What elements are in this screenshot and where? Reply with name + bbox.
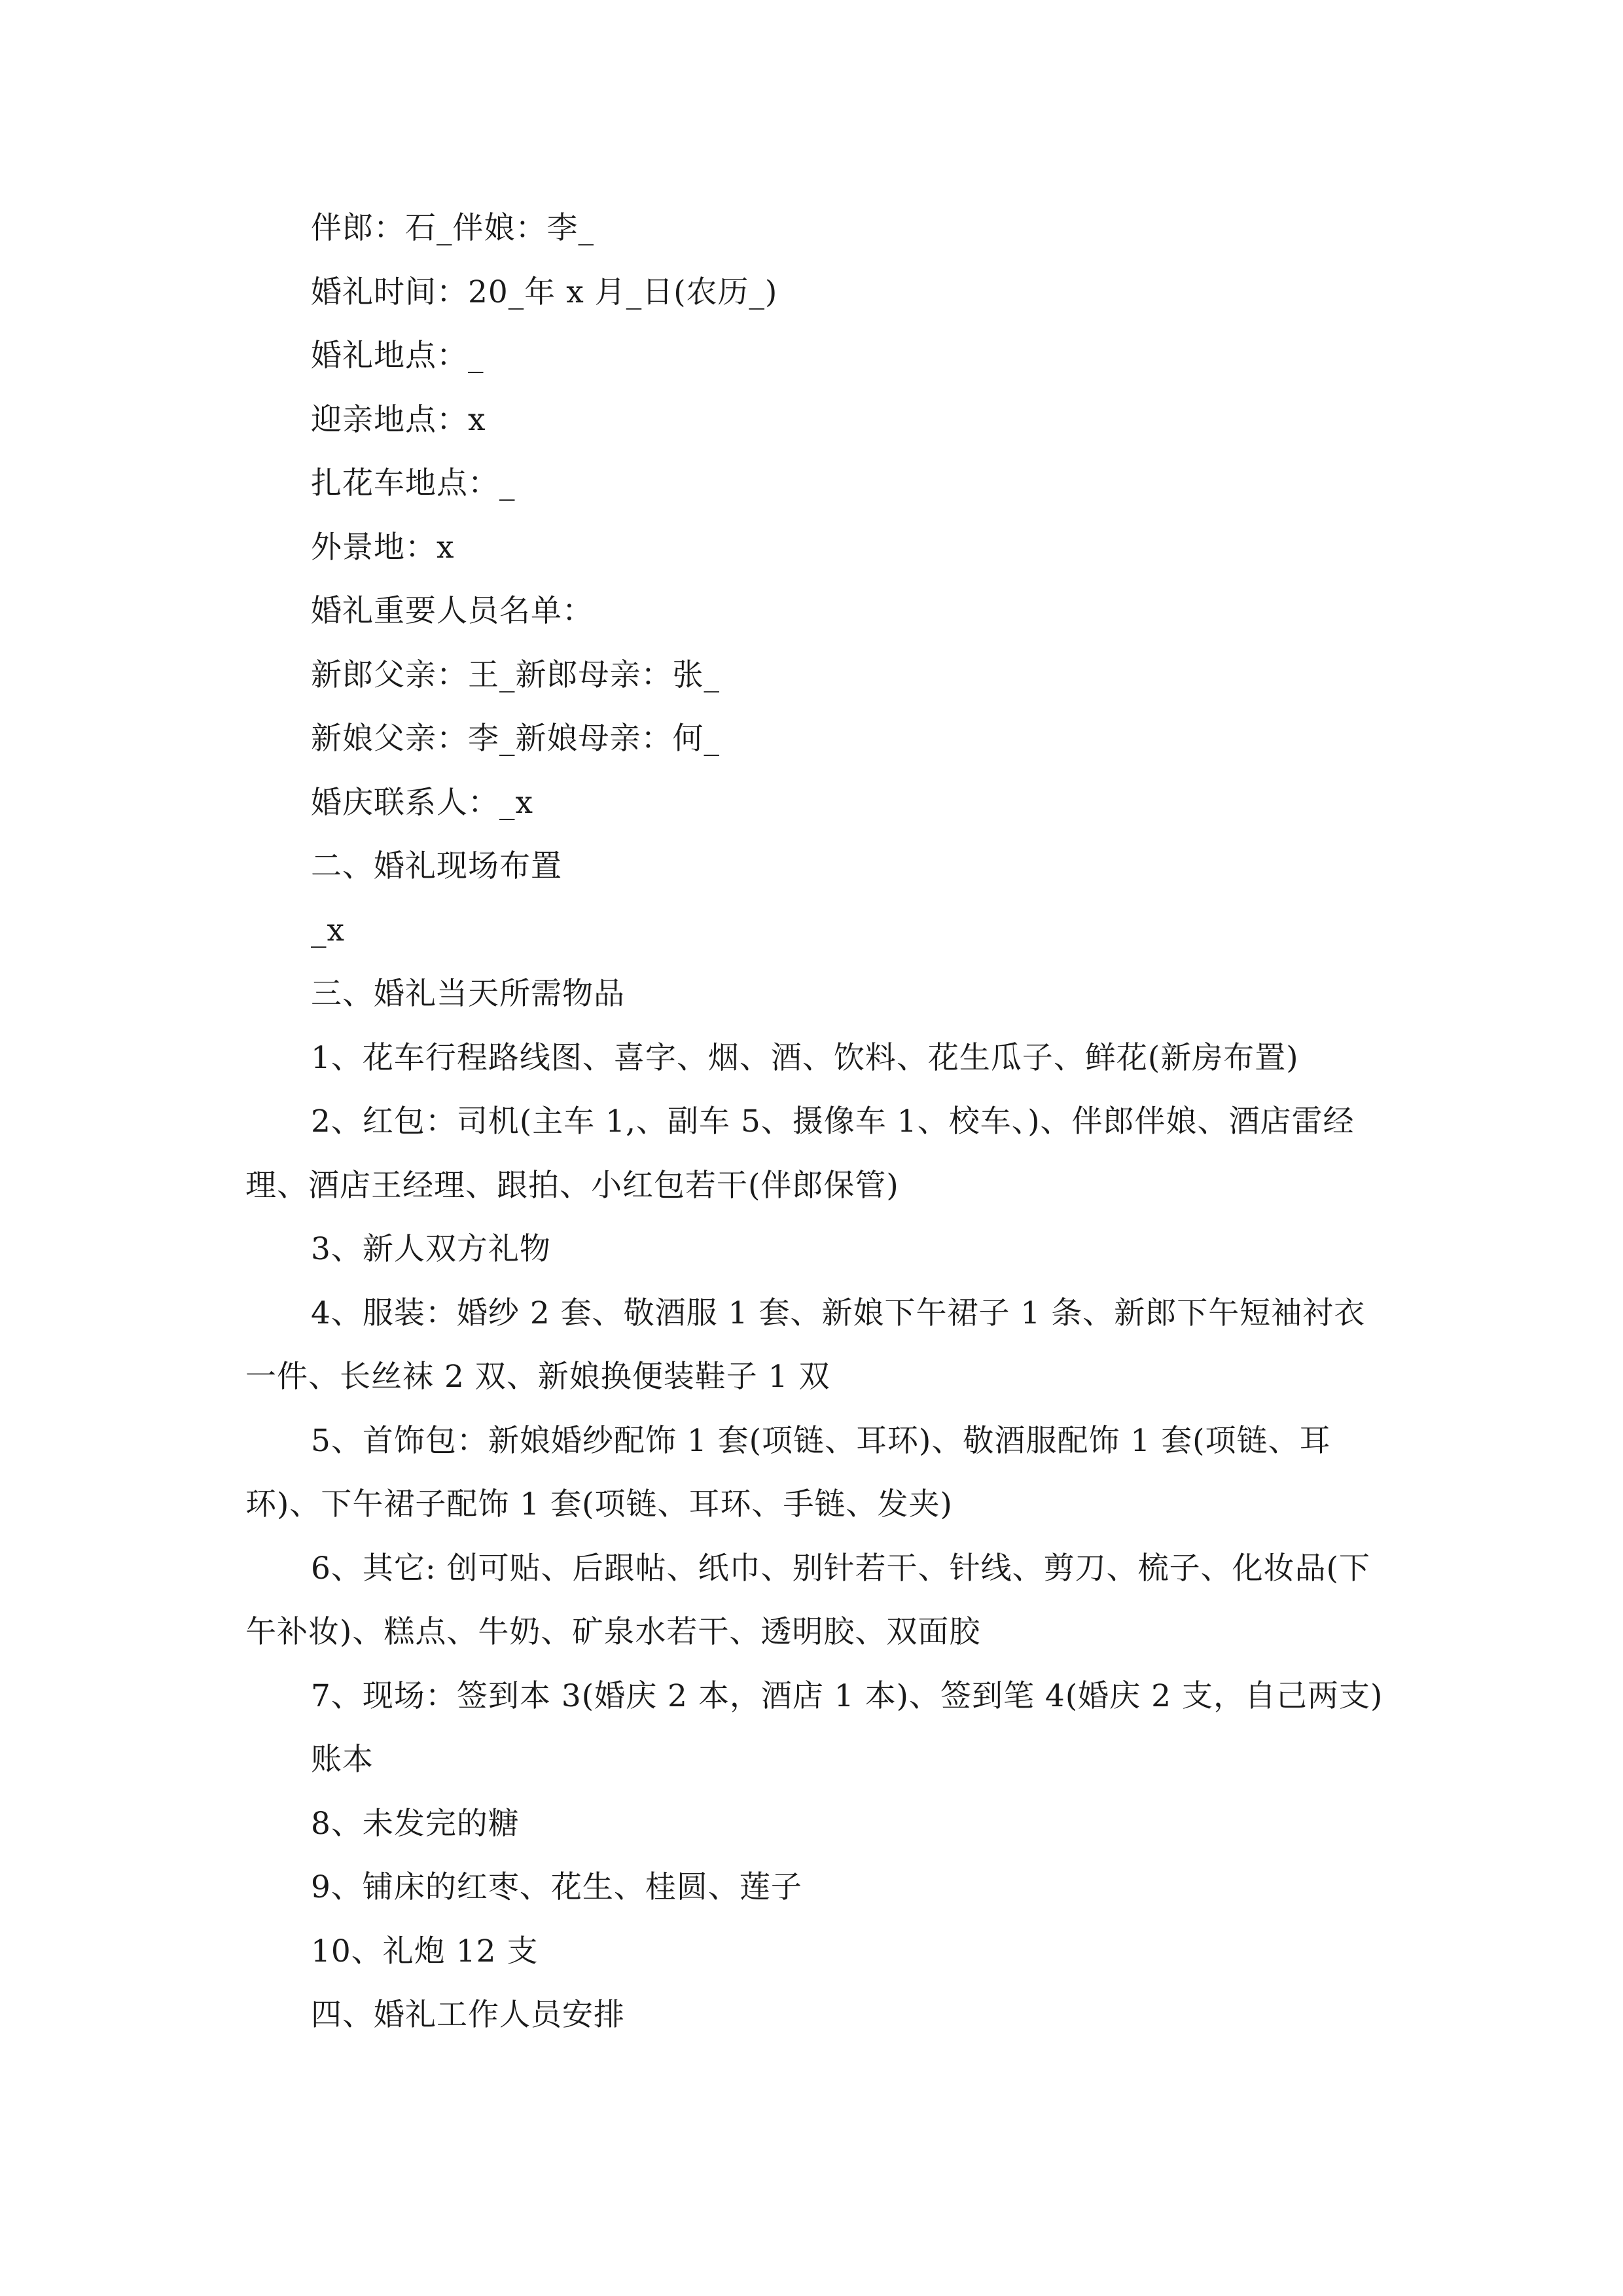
wedding-contact-line: 婚庆联系人：_x <box>311 784 534 821</box>
list-item-7: 7、现场：签到本 3(婚庆 2 本，酒店 1 本)、签到笔 4(婚庆 2 支，自己两支) <box>311 1677 1383 1714</box>
list-item-3: 3、新人双方礼物 <box>311 1231 551 1267</box>
pickup-location-line: 迎亲地点：x <box>311 401 486 438</box>
list-item-1: 1、花车行程路线图、喜字、烟、酒、饮料、花生瓜子、鲜花(新房布置) <box>311 1039 1299 1076</box>
section-4-heading: 四、婚礼工作人员安排 <box>311 1997 625 2033</box>
flower-car-location-line: 扎花车地点：_ <box>311 465 516 501</box>
list-item-2: 2、红包：司机(主车 1,、副车 5、摄像车 1、校车、)、伴郎伴娘、酒店雷经理、酒店王经理、跟拍、小红包若干(伴郎保管) <box>245 1103 1355 1204</box>
list-item-8: 8、未发完的糖 <box>311 1805 520 1842</box>
document-body <box>245 196 1391 2047</box>
key-people-heading: 婚礼重要人员名单： <box>311 593 594 629</box>
list-item-10: 10、礼炮 12 支 <box>311 1933 539 1969</box>
list-item-9: 9、铺床的红枣、花生、桂圆、莲子 <box>311 1869 802 1905</box>
section-3-heading: 三、婚礼当天所需物品 <box>311 976 625 1012</box>
wedding-time-line: 婚礼时间：20_年 x 月_日(农历_) <box>311 274 778 310</box>
wedding-venue-line: 婚礼地点：_ <box>311 338 484 374</box>
section-2-heading: 二、婚礼现场布置 <box>311 848 562 884</box>
list-item-7-continuation: 账本 <box>311 1742 374 1778</box>
list-item-4: 4、服装：婚纱 2 套、敬酒服 1 套、新娘下午裙子 1 条、新郎下午短袖衬衣一件、长丝袜 2 双、新娘换便装鞋子 1 双 <box>245 1295 1366 1395</box>
list-item-5: 5、首饰包：新娘婚纱配饰 1 套(项链、耳环)、敬酒服配饰 1 套(项链、耳环)、下午裙子配饰 1 套(项链、耳环、手链、发夹) <box>245 1422 1331 1522</box>
groom-parents-line: 新郎父亲：王_新郎母亲：张_ <box>311 656 720 693</box>
list-item-6: 6、其它: 创可贴、后跟帖、纸巾、别针若干、针线、剪刀、梳子、化妆品(下午补妆)、糕点、牛奶、矿泉水若干、透明胶、双面胶 <box>245 1550 1371 1650</box>
bride-parents-line: 新娘父亲：李_新娘母亲：何_ <box>311 721 720 757</box>
outdoor-location-line: 外景地：x <box>311 529 455 565</box>
section-2-content: _x <box>311 912 346 948</box>
groomsman-bridesmaid-line: 伴郎：石_伴娘：李_ <box>311 210 594 246</box>
